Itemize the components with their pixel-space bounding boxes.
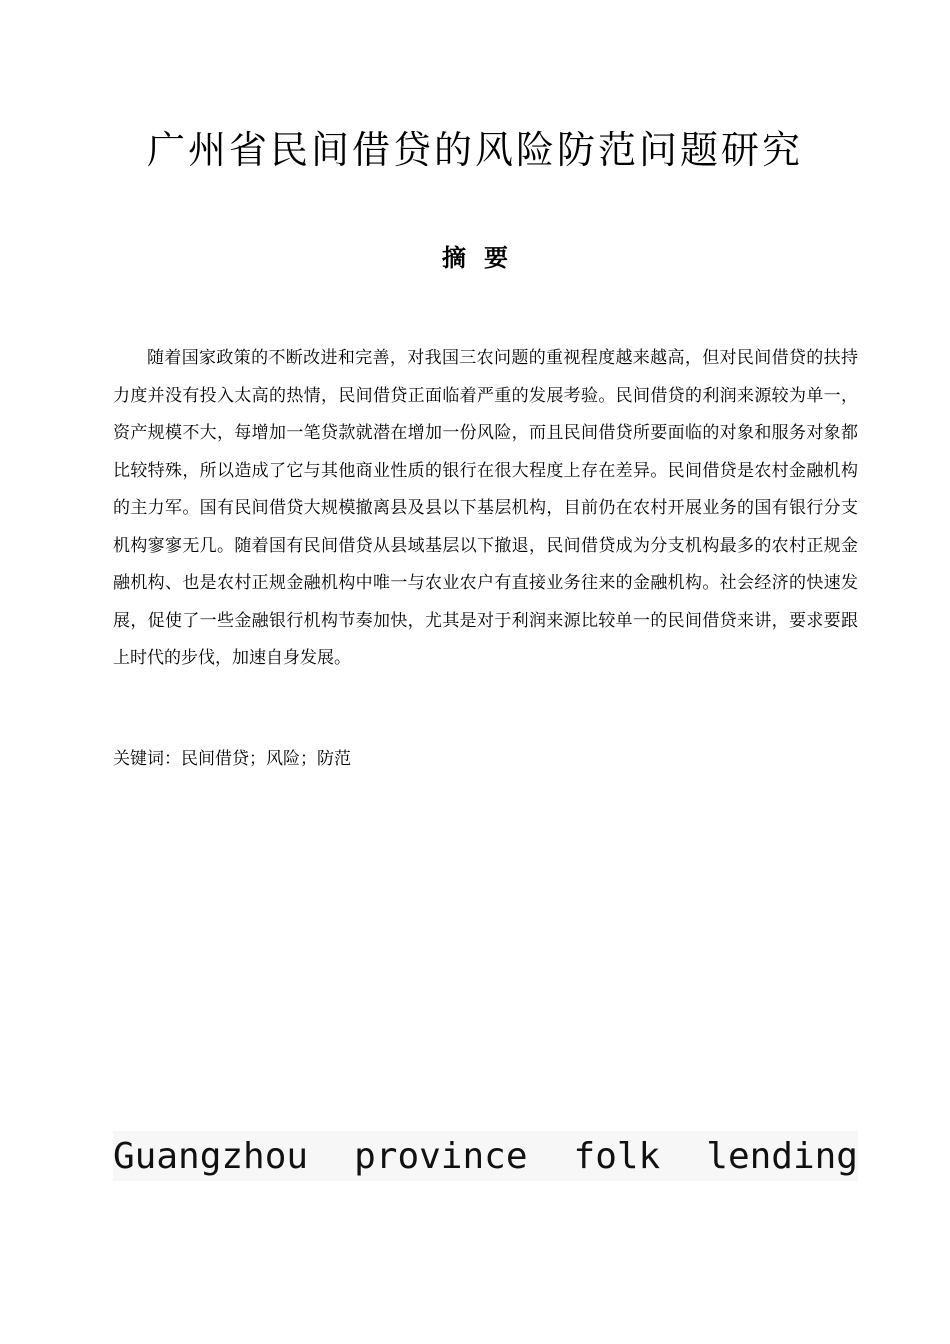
english-title [113,1131,858,1181]
english-title-word: folk [573,1135,661,1177]
english-title-block [113,1131,858,1181]
abstract-paragraph: 随着国家政策的不断改进和完善，对我国三农问题的重视程度越来越高，但对民间借贷的扶持力度并没有投入太高的热情，民间借贷正面临着严重的发展考验。民间借贷的利润来源较为单一，资产规模不大，每增加一笔贷款就潜在增加一份风险，而且民间借贷所要面临的对象和服务对象都比较特殊，所以造成了它与其他商业性质的银行在很大程度上存在差异。民间借贷是农村金融机构的主力军。国有民间借贷大规模撤离县及县以下基层机构，目前仍在农村开展业务的国有银行分支机构寥寥无几。随着国有民间借贷从县域基层以下撤退，民间借贷成为分支机构最多的农村正规金融机构、也是农村正规金融机构中唯一与农业农户有直接业务往来的金融机构。社会经济的快速发展，促使了一些金融银行机构节奏加快，尤其是对于利润来源比较单一的民间借贷来讲，要求要跟上时代的步伐，加速自身发展。 [113,348,858,668]
document-title: 广州省民间借贷的风险防范问题研究 [146,128,803,172]
abstract-heading-char-1: 摘 [442,244,466,272]
keywords-line: 关键词：民间借贷；风险；防范 [113,749,351,769]
abstract-heading-char-2: 要 [484,244,508,272]
english-title-word: lending [706,1135,858,1177]
english-title-word: Guangzhou [113,1135,309,1177]
abstract-heading [0,240,950,276]
english-title-word: province [354,1135,528,1177]
